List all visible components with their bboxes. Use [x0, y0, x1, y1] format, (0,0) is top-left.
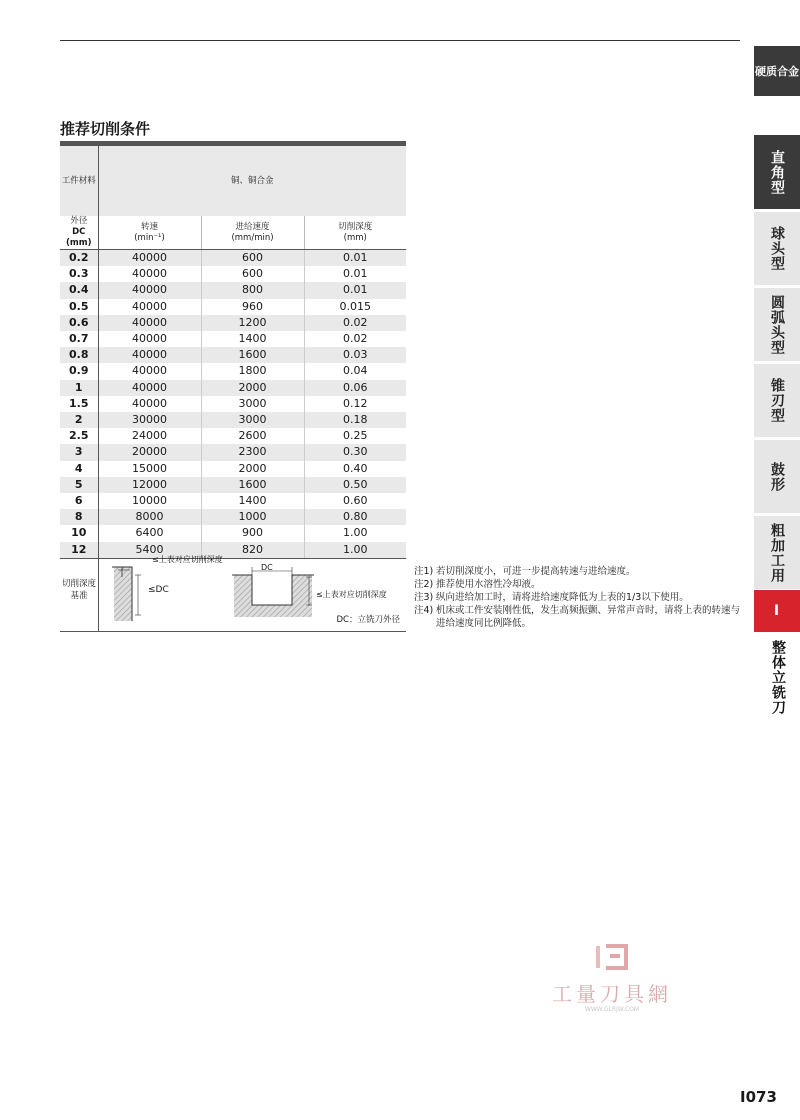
tab-corner-radius[interactable]: 圆弧头型 [754, 288, 800, 362]
table-row: 5 12000 1600 0.50 [60, 477, 406, 493]
side-label: 整体立铣刀 [770, 640, 786, 715]
table-row: 0.7 40000 1400 0.02 [60, 331, 406, 347]
tab-square-end[interactable]: 直角型 [754, 135, 800, 209]
table-row: 2.5 24000 2600 0.25 [60, 428, 406, 444]
side-cut-depth-note: ≤上表对应切削深度 [152, 555, 223, 564]
tab-ball-end[interactable]: 球头型 [754, 212, 800, 286]
watermark-emblem-icon [594, 942, 630, 972]
tab-taper[interactable]: 锥刃型 [754, 364, 800, 438]
table-row: 8 8000 1000 0.80 [60, 509, 406, 525]
watermark-logo [542, 942, 682, 1022]
cutting-conditions-table [60, 141, 406, 559]
note-item: 注1) 若切削深度小，可进一步提高转速与进给速度。 [414, 566, 636, 577]
table-row: 0.3 40000 600 0.01 [60, 266, 406, 282]
depth-reference-block [60, 549, 406, 632]
tab-section-marker[interactable]: I [754, 590, 800, 632]
table-row: 10 6400 900 1.00 [60, 525, 406, 541]
notes [414, 565, 744, 630]
table-row: 0.9 40000 1800 0.04 [60, 363, 406, 379]
table-row: 6 10000 1400 0.60 [60, 493, 406, 509]
table-row: 1 40000 2000 0.06 [60, 380, 406, 396]
table-row: 12 5400 820 1.00 [60, 542, 406, 559]
depth-reference-label: 切削深度 基准 [60, 549, 99, 631]
tab-roughing[interactable]: 粗加工用 [754, 516, 800, 590]
table-row: 0.6 40000 1200 0.02 [60, 315, 406, 331]
note-item: 注2) 推荐使用水溶性冷却液。 [414, 579, 541, 590]
table-row: 3 20000 2300 0.30 [60, 444, 406, 460]
section-title: 推荐切削条件 [60, 120, 151, 138]
note-item: 注4) 机床或工件安装刚性低，发生高频振颤、异常声音时，请将上表的转速与进给速度同比例降低。 [414, 605, 741, 629]
table-row: 0.8 40000 1600 0.03 [60, 347, 406, 363]
table-row: 0.2 40000 600 0.01 [60, 250, 406, 267]
material-header: 工件材料 [60, 146, 98, 216]
material-value: 铜、铜合金 [98, 146, 406, 216]
table-row: 2 30000 3000 0.18 [60, 412, 406, 428]
table-row: 0.5 40000 960 0.015 [60, 299, 406, 315]
depth-header: 切削深度 (mm) [304, 216, 406, 250]
table-row: 4 15000 2000 0.40 [60, 461, 406, 477]
speed-header: 转速 (min⁻¹) [98, 216, 201, 250]
dc-header: 外径 DC (mm) [60, 216, 98, 250]
watermark-text: 工量刀具網 [552, 982, 672, 1006]
watermark-url: WWW.GLRJW.COM [584, 1006, 640, 1013]
side-cut-dc-limit: ≤DC [148, 585, 169, 595]
note-item: 注3) 纵向进给加工时，请将进给速度降低为上表的1/3以下使用。 [414, 592, 689, 603]
page-number: I073 [740, 1088, 777, 1106]
tab-category[interactable]: 硬质合金 [754, 46, 800, 96]
feed-header: 进给速度 (mm/min) [201, 216, 304, 250]
table-row: 0.4 40000 800 0.01 [60, 282, 406, 298]
table-row: 1.5 40000 3000 0.12 [60, 396, 406, 412]
dc-legend: DC：立铣刀外径 [336, 615, 400, 625]
top-rule [60, 40, 740, 41]
slot-depth-note: ≤上表对应切削深度 [316, 590, 387, 599]
slot-dc-label: DC [261, 563, 273, 572]
tab-barrel[interactable]: 鼓形 [754, 440, 800, 514]
slot-depth-arrow [304, 575, 314, 607]
